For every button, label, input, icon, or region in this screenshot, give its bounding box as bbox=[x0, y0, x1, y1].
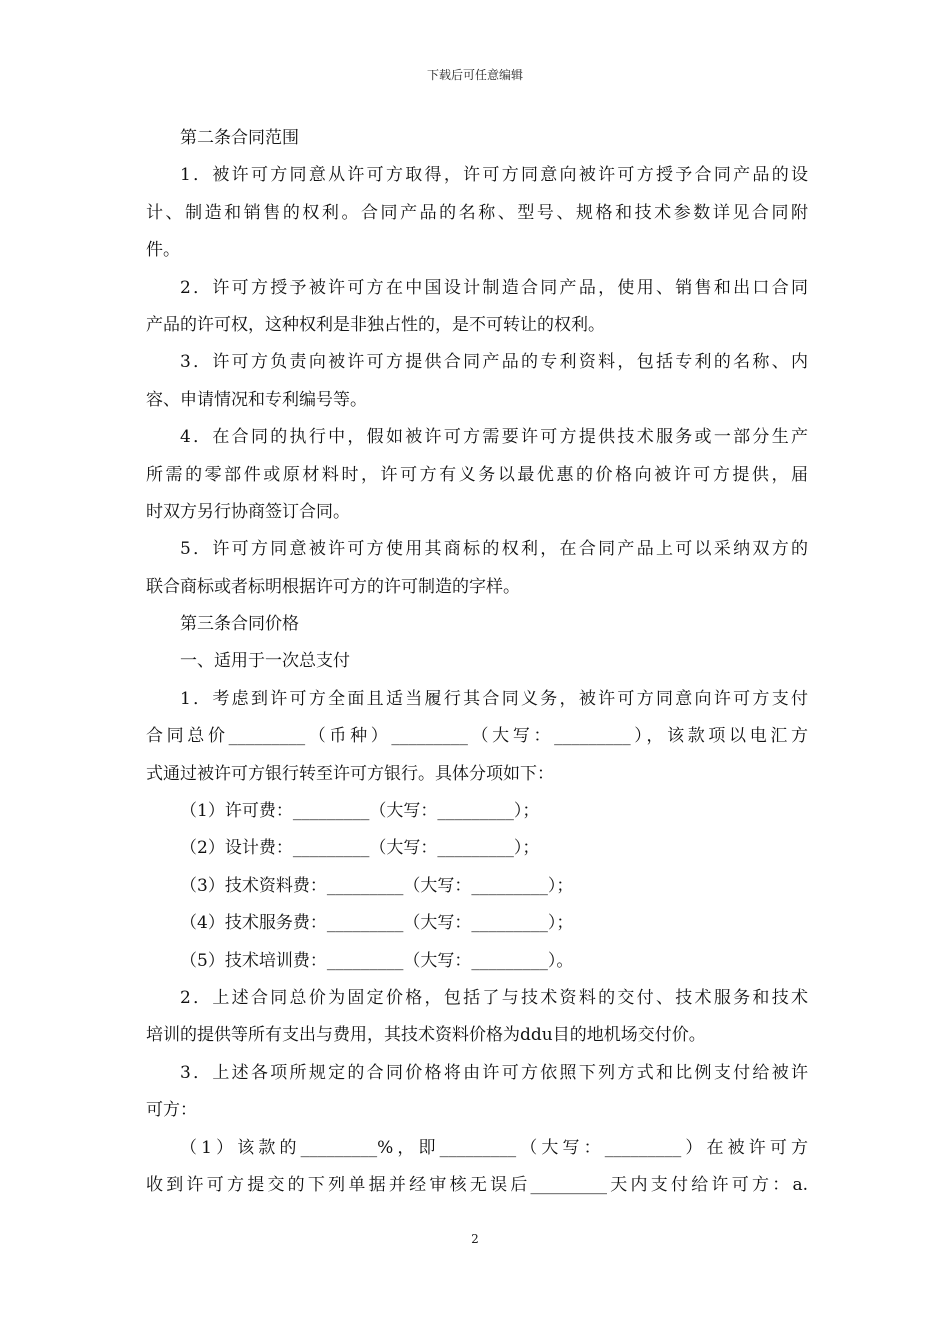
text-line: 2．上述合同总价为固定价格，包括了与技术资料的交付、技术服务和技术 bbox=[180, 987, 808, 1008]
text-line: 所需的零部件或原材料时，许可方有义务以最优惠的价格向被许可方提供，届 bbox=[146, 464, 808, 485]
text-line: （4）技术服务费：_________（大写：_________）； bbox=[180, 913, 574, 934]
page-number: 2 bbox=[471, 1232, 479, 1246]
text-line: 2．许可方授予被许可方在中国设计制造合同产品，使用、销售和出口合同 bbox=[180, 277, 808, 298]
text-line: 件。 bbox=[146, 240, 180, 261]
text-line: 第二条合同范围 bbox=[180, 128, 299, 148]
text-line: 1．被许可方同意从许可方取得，许可方同意向被许可方授予合同产品的设 bbox=[180, 165, 808, 186]
document-body bbox=[146, 120, 808, 1204]
text-line: 一、适用于一次总支付 bbox=[180, 651, 350, 672]
text-line: 第三条合同价格 bbox=[180, 614, 299, 635]
text-line: 5．许可方同意被许可方使用其商标的权利，在合同产品上可以采纳双方的 bbox=[180, 539, 808, 560]
text-line: 产品的许可权，这种权利是非独占性的，是不可转让的权利。 bbox=[146, 314, 605, 335]
text-line: 合同总价_________（币种）_________（大写：_________），该款项以电汇方 bbox=[146, 726, 808, 747]
text-line: 时双方另行协商签订合同。 bbox=[146, 501, 350, 522]
text-line: 联合商标或者标明根据许可方的许可制造的字样。 bbox=[146, 576, 520, 597]
text-line: 可方： bbox=[146, 1100, 197, 1121]
text-line: 培训的提供等所有支出与费用，其技术资料价格为ddu目的地机场交付价。 bbox=[146, 1025, 706, 1046]
text-line: 式通过被许可方银行转至许可方银行。具体分项如下： bbox=[146, 763, 554, 784]
text-line: （2）设计费：_________（大写：_________）； bbox=[180, 838, 540, 859]
text-line: （5）技术培训费：_________（大写：_________）。 bbox=[180, 950, 574, 971]
text-line: 1．考虑到许可方全面且适当履行其合同义务，被许可方同意向许可方支付 bbox=[180, 688, 808, 709]
text-line: 3．许可方负责向被许可方提供合同产品的专利资料，包括专利的名称、内 bbox=[180, 352, 808, 373]
page-header: 下载后可任意编辑 bbox=[426, 68, 523, 82]
text-line: （1）该款的_________%，即_________（大写：_________）在被许可方 bbox=[180, 1137, 808, 1158]
text-line: （3）技术资料费：_________（大写：_________）； bbox=[180, 875, 574, 896]
text-line: 3．上述各项所规定的合同价格将由许可方依照下列方式和比例支付给被许 bbox=[180, 1062, 808, 1083]
text-line: （1）许可费：_________（大写：_________）； bbox=[180, 801, 540, 822]
text-line: 收到许可方提交的下列单据并经审核无误后_________天内支付给许可方：a. bbox=[146, 1174, 808, 1195]
text-line: 容、申请情况和专利编号等。 bbox=[146, 389, 367, 410]
text-line: 计、制造和销售的权利。合同产品的名称、型号、规格和技术参数详见合同附 bbox=[146, 202, 808, 223]
text-line: 4．在合同的执行中，假如被许可方需要许可方提供技术服务或一部分生产 bbox=[180, 427, 808, 448]
